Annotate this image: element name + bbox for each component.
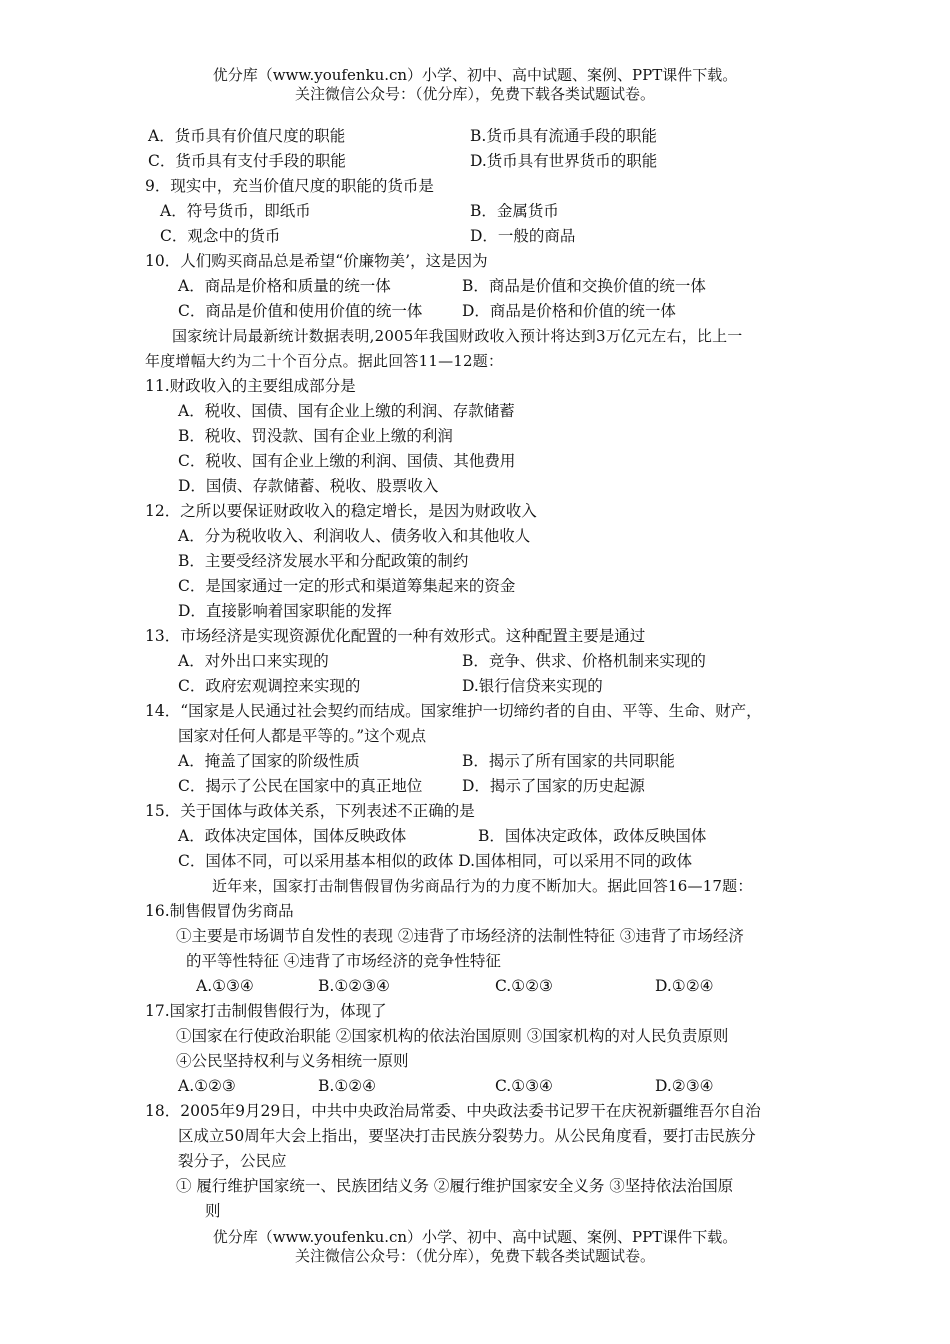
q18-stem-line-2: 区成立50周年大会上指出，要坚决打击民族分裂势力。从公民角度看，要打击民族分 bbox=[178, 1127, 756, 1145]
q10-option-c: C．商品是价值和使用价值的统一体 bbox=[178, 302, 423, 320]
footer-line-2: 关注微信公众号：（优分库），免费下载各类试题试卷。 bbox=[294, 1247, 655, 1265]
q16-option-d: D.①②④ bbox=[655, 977, 714, 995]
q13-option-a: A．对外出口来实现的 bbox=[178, 652, 329, 670]
q12-option-b: B．主要受经济发展水平和分配政策的制约 bbox=[178, 552, 469, 570]
q14-stem-line-2: 国家对任何人都是平等的。”这个观点 bbox=[178, 727, 427, 745]
q16-items-line-1: ①主要是市场调节自发性的表现 ②违背了市场经济的法制性特征 ③违背了市场经济 bbox=[176, 927, 744, 945]
q17-stem: 17.国家打击制假售假行为，体现了 bbox=[145, 1002, 387, 1020]
q17-option-b: B.①②④ bbox=[318, 1077, 377, 1095]
q16-option-c: C.①②③ bbox=[495, 977, 553, 995]
header-line-1: 优分库（www.youfenku.cn）小学、初中、高中试题、案例、PPT课件下载。 bbox=[212, 66, 738, 84]
q14-option-a: A．掩盖了国家的阶级性质 bbox=[178, 752, 360, 770]
q8-option-a: A．货币具有价值尺度的职能 bbox=[148, 127, 346, 145]
intro-16-17: 近年来，国家打击制售假冒伪劣商品行为的力度不断加大。据此回答16—17题： bbox=[212, 877, 753, 895]
q16-option-b: B.①②③④ bbox=[318, 977, 390, 995]
q8-option-d: D.货币具有世界货币的职能 bbox=[470, 152, 658, 170]
q12-option-c: C．是国家通过一定的形式和渠道筹集起来的资金 bbox=[178, 577, 516, 595]
q14-option-b: B．揭示了所有国家的共同职能 bbox=[462, 752, 675, 770]
page-footer bbox=[0, 1228, 950, 1266]
q17-option-c: C.①③④ bbox=[495, 1077, 553, 1095]
q16-option-a: A.①③④ bbox=[196, 977, 254, 995]
q16-stem: 16.制售假冒伪劣商品 bbox=[145, 902, 294, 920]
q10-option-d: D．商品是价格和价值的统一体 bbox=[462, 302, 676, 320]
q15-option-a: A．政体决定国体，国体反映政体 bbox=[178, 827, 407, 845]
q9-option-d: D．一般的商品 bbox=[470, 227, 576, 245]
q14-option-c: C．揭示了公民在国家中的真正地位 bbox=[178, 777, 423, 795]
q16-items-line-2: 的平等性特征 ④违背了市场经济的竞争性特征 bbox=[186, 952, 501, 970]
intro-11-12-line-2: 年度增幅大约为二十个百分点。据此回答11—12题： bbox=[145, 352, 504, 370]
q18-items-line-2: 则 bbox=[205, 1202, 221, 1220]
q9-option-c: C．观念中的货币 bbox=[160, 227, 281, 245]
q18-stem-line-3: 裂分子，公民应 bbox=[178, 1152, 287, 1170]
q17-items-line-2: ④公民坚持权利与义务相统一原则 bbox=[176, 1052, 409, 1070]
page-header bbox=[0, 66, 950, 104]
q9-option-b: B．金属货币 bbox=[470, 202, 559, 220]
q17-items-line-1: ①国家在行使政治职能 ②国家机构的依法治国原则 ③国家机构的对人民负责原则 bbox=[176, 1027, 729, 1045]
q15-option-cd: C．国体不同，可以采用基本相似的政体 D.国体相同，可以采用不同的政体 bbox=[178, 852, 693, 870]
q18-items-line-1: ① 履行维护国家统一、民族团结义务 ②履行维护国家安全义务 ③坚持依法治国原 bbox=[176, 1177, 734, 1195]
q15-option-b: B．国体决定政体，政体反映国体 bbox=[478, 827, 707, 845]
q13-option-b: B．竞争、供求、价格机制来实现的 bbox=[462, 652, 706, 670]
intro-11-12-line-1: 国家统计局最新统计数据表明,2005年我国财政收入预计将达到3万亿元左右，比上一 bbox=[172, 327, 743, 345]
q10-stem: 10．人们购买商品总是希望“价廉物美’，这是因为 bbox=[145, 252, 488, 270]
q13-stem: 13．市场经济是实现资源优化配置的一种有效形式。这种配置主要是通过 bbox=[145, 627, 646, 645]
q11-option-d: D．国债、存款储蓄、税收、股票收入 bbox=[178, 477, 439, 495]
q12-stem: 12．之所以要保证财政收入的稳定增长，是因为财政收入 bbox=[145, 502, 537, 520]
q12-option-d: D．直接影响着国家职能的发挥 bbox=[178, 602, 392, 620]
q17-option-d: D.②③④ bbox=[655, 1077, 714, 1095]
q13-option-d: D.银行信贷来实现的 bbox=[462, 677, 603, 695]
q14-stem-line-1: 14．“国家是人民通过社会契约而结成。国家维护一切缔约者的自由、平等、生命、财产， bbox=[145, 702, 762, 720]
q13-option-c: C．政府宏观调控来实现的 bbox=[178, 677, 361, 695]
q12-option-a: A．分为税收收入、利润收人、债务收入和其他收人 bbox=[178, 527, 531, 545]
q11-option-c: C．税收、国有企业上缴的利润、国债、其他费用 bbox=[178, 452, 516, 470]
q11-option-a: A．税收、国债、国有企业上缴的利润、存款储蓄 bbox=[178, 402, 515, 420]
q11-stem: 11.财政收入的主要组成部分是 bbox=[145, 377, 356, 395]
q18-stem-line-1: 18．2005年9月29日，中共中央政治局常委、中央政法委书记罗干在庆祝新疆维吾尔自治 bbox=[145, 1102, 761, 1120]
q8-option-c: C．货币具有支付手段的职能 bbox=[148, 152, 346, 170]
q14-option-d: D．揭示了国家的历史起源 bbox=[462, 777, 645, 795]
q9-option-a: A．符号货币，即纸币 bbox=[160, 202, 311, 220]
q9-stem: 9．现实中，充当价值尺度的职能的货币是 bbox=[145, 177, 434, 195]
q10-option-a: A．商品是价格和质量的统一体 bbox=[178, 277, 391, 295]
q17-option-a: A.①②③ bbox=[178, 1077, 236, 1095]
header-line-2: 关注微信公众号：（优分库），免费下载各类试题试卷。 bbox=[294, 85, 655, 103]
footer-line-1: 优分库（www.youfenku.cn）小学、初中、高中试题、案例、PPT课件下载。 bbox=[212, 1228, 738, 1246]
q15-stem: 15．关于国体与政体关系，下列表述不正确的是 bbox=[145, 802, 475, 820]
q8-option-b: B.货币具有流通手段的职能 bbox=[470, 127, 657, 145]
q10-option-b: B．商品是价值和交换价值的统一体 bbox=[462, 277, 706, 295]
q11-option-b: B．税收、罚没款、国有企业上缴的利润 bbox=[178, 427, 453, 445]
